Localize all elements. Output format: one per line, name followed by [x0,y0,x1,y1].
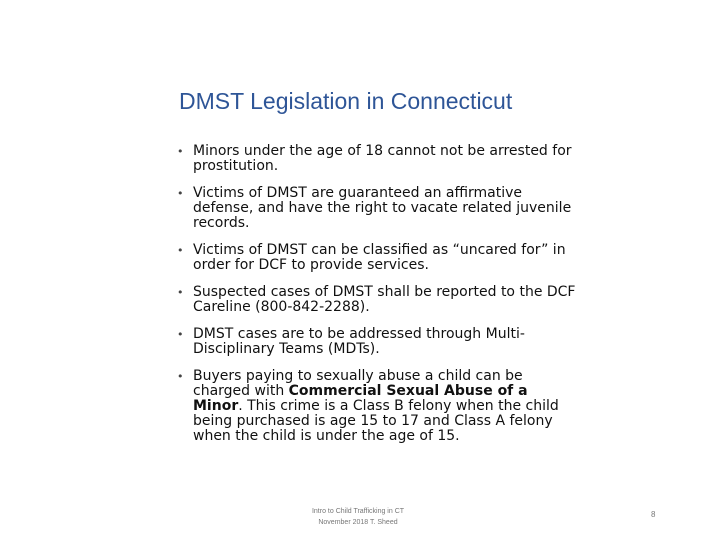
bullet-text: . This crime is a Class B felony when the child being purchased is age 15 to 17 and Class A felony when the child is under the age of 15. [193,398,559,444]
bullet-item [177,369,577,444]
bullet-text: Buyers paying to sexually abuse a child can be charged with [193,368,523,399]
bullet-item: • DMST cases are to be addressed through Multi-Disciplinary Teams (MDTs). [177,327,577,357]
slide-title: DMST Legislation in Connecticut [179,88,513,114]
footer-line: November 2018 T. Sheed [318,519,398,526]
bullet-list [177,144,577,444]
bullet-item: • Victims of DMST are guaranteed an affirmative defense, and have the right to vacate related juvenile records. [177,186,577,231]
bullet-item: • Victims of DMST can be classified as “uncared for” in order for DCF to provide services. [177,243,577,273]
bullet-item: • Minors under the age of 18 cannot not be arrested for prostitution. [177,144,577,174]
page-number: 8 [651,510,656,519]
footer-line: Intro to Child Trafficking in CT [311,508,405,515]
footer [290,506,426,528]
bold-crime-name: Commercial Sexual Abuse of a Minor [193,383,528,414]
bullet-item: • Suspected cases of DMST shall be reported to the DCF Careline (800-842-2288). [177,285,577,315]
